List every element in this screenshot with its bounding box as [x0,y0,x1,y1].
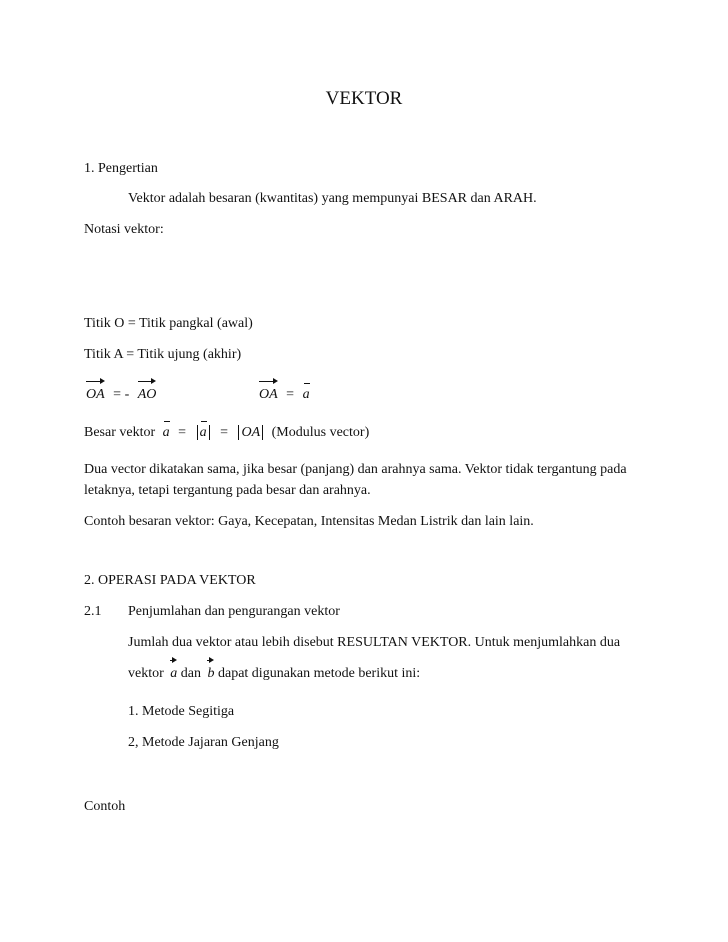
arrow-right-icon [259,378,278,384]
definition-text: Vektor adalah besaran (kwantitas) yang mempunyai BESAR dan ARAH. [128,191,537,206]
equals-sign: = [220,425,228,440]
vector-ao [138,387,157,403]
arrow-right-icon [170,657,177,663]
subsection-title: Penjumlahan dan pengurangan vektor [128,604,340,619]
section-2-heading: 2. OPERASI PADA VEKTOR [84,573,256,588]
vector-oa [86,387,105,403]
absolute-a [197,425,210,440]
vector-a-label: a [170,666,178,681]
arrow-right-icon [138,378,157,384]
vector-oa [259,387,278,403]
magnitude-label: Besar vektor [84,425,156,440]
equals-sign: = [286,387,295,402]
line-prefix: vektor [128,666,164,681]
formula-oa-equals-a [259,387,310,403]
page-title: VEKTOR [325,88,403,109]
magnitude-formula [84,425,369,441]
examples-text: Contoh besaran vektor: Gaya, Kecepatan, Intensitas Medan Listrik dan lain lain. [84,514,534,529]
resultant-text: Jumlah dua vektor atau lebih disebut RESULTAN VEKTOR. Untuk menjumlahkan dua [128,635,621,650]
vector-a-bar: a [302,387,310,402]
subsection-number: 2.1 [84,604,102,619]
contoh-label: Contoh [84,799,126,814]
vector-ao-label: AO [137,387,157,402]
method-1-text: 1. Metode Segitiga [128,704,235,719]
vector-a-bar: a [199,425,207,440]
equals-minus-sign: = - [113,387,130,402]
arrow-right-icon [86,378,105,384]
equal-vectors-line-1: Dua vector dikatakan sama, jika besar (panjang) dan arahnya sama. Vektor tidak tergantung pada [84,462,627,477]
modulus-note: (Modulus vector) [271,425,370,440]
formula-oa-equals-neg-ao [86,387,156,403]
line-suffix: dapat digunakan metode berikut ini: [217,666,421,681]
point-o-text: Titik O = Titik pangkal (awal) [84,316,253,331]
vector-oa-label: OA [86,387,105,402]
vector-b-label: b [207,666,215,681]
vector-a [170,666,177,682]
vector-oa-label: OA [259,387,278,402]
section-1-heading: 1. Pengertian [84,161,158,176]
equal-vectors-line-2: letaknya, tetapi tergantung pada besar dan arahnya. [84,483,371,498]
arrow-right-icon [207,657,214,663]
vector-b [207,666,214,682]
vector-a-bar: a [162,425,170,440]
method-2-text: 2, Metode Jajaran Genjang [128,735,279,750]
point-a-text: Titik A = Titik ujung (akhir) [84,347,242,362]
dan-text: dan [180,666,201,681]
absolute-oa: OA [238,425,263,440]
equals-sign: = [178,425,187,440]
vector-a-b-line [128,666,420,682]
notation-label: Notasi vektor: [84,222,164,237]
